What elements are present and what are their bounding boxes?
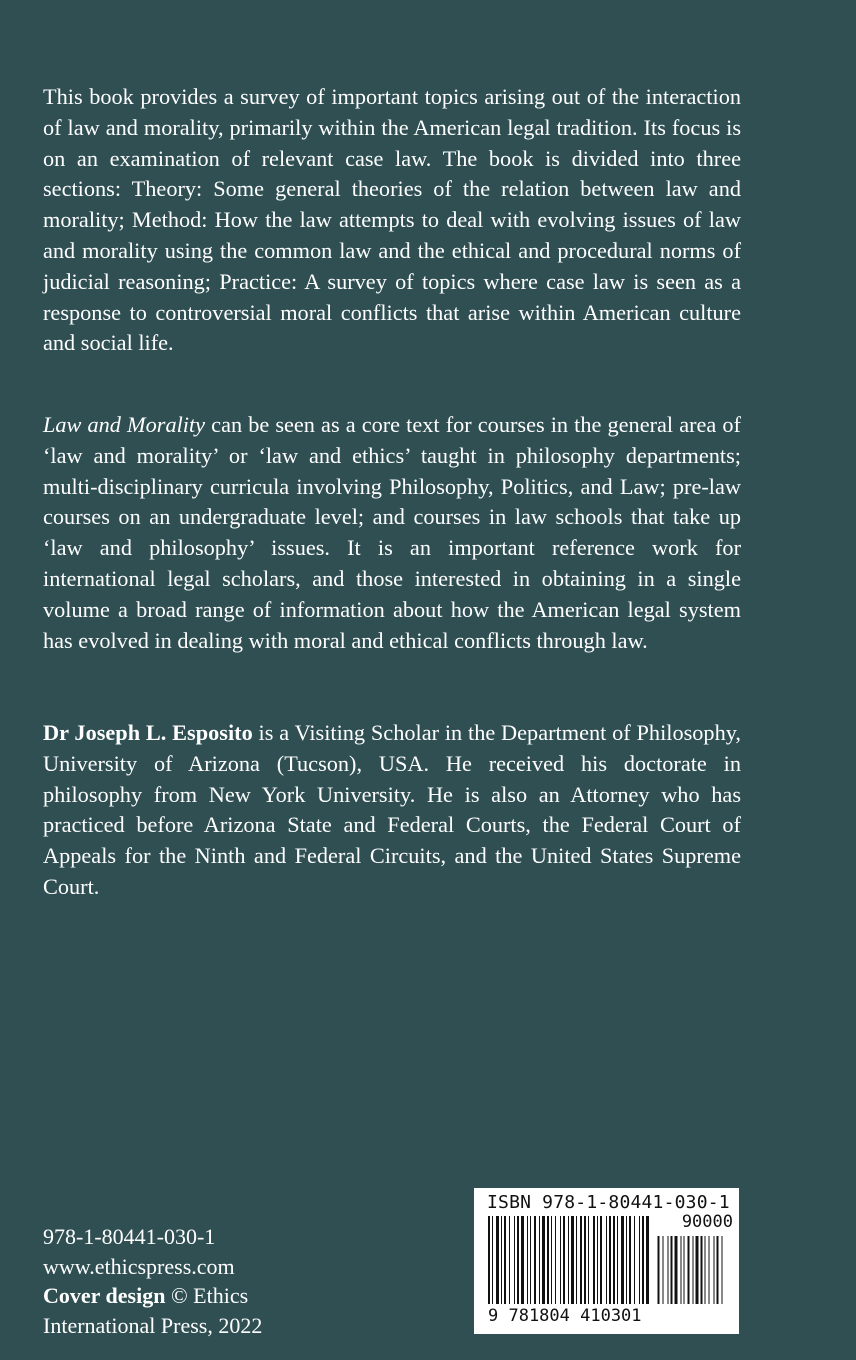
barcode-isbn-label: ISBN 978-1-80441-030-1 [487,1192,730,1213]
isbn-text: 978-1-80441-030-1 [43,1224,216,1249]
cover-design-label: Cover design [43,1283,166,1309]
publication-info [43,1222,293,1340]
author-bio-paragraph [43,718,741,903]
cover-credit-text: © Ethics International Press, 2022 [43,1283,263,1338]
publisher-website: www.ethicspress.com [43,1253,235,1279]
author-bio-text: is a Visiting Scholar in the Department of Philosophy, University of Arizona (Tucson), USA. He received his doctorate in philosophy from New York University. He is also an Attorney who has practiced before Arizona State and Federal Courts, the Federal Court of Appeals for the Ninth and Federal Circuits, and the United States Supreme Court. [43,720,742,899]
author-name: Dr Joseph L. Esposito [43,720,253,745]
barcode-digits: 9 781804 410301 [488,1306,642,1326]
usage-paragraph [43,410,741,656]
usage-text: can be seen as a core text for courses in the general area of ‘law and morality’ or ‘law and ethics’ taught in philosophy departments; multi-disciplinary curricula involving Philosophy, Politics, and Law; pre-law courses on an undergraduate level; and courses in law schools that take up ‘law and philosophy’ issues. It is an important reference work for international legal scholars, and those interested in obtaining in a single volume a broad range of information about how the American legal system has evolved in dealing with moral and ethical conflicts through law. [43,412,741,653]
barcode-price-code: 90000 [681,1212,733,1232]
book-title: Law and Morality [43,412,206,437]
barcode [474,1188,739,1334]
blurb-paragraph: This book provides a survey of important topics arising out of the interaction of law and morality, primarily within the American legal tradition. Its focus is on an examination of relevant case law. The book is divided into three sections: Theory: Some general theories of the relation between law and morality; Method: How the law attempts to deal with evolving issues of law and morality using the common law and the ethical and procedural norms of judicial reasoning; Practice: A survey of topics where case law is seen as a response to controversial moral conflicts that arise within American culture and social life. [43,84,741,356]
cover-credit [43,1281,293,1340]
